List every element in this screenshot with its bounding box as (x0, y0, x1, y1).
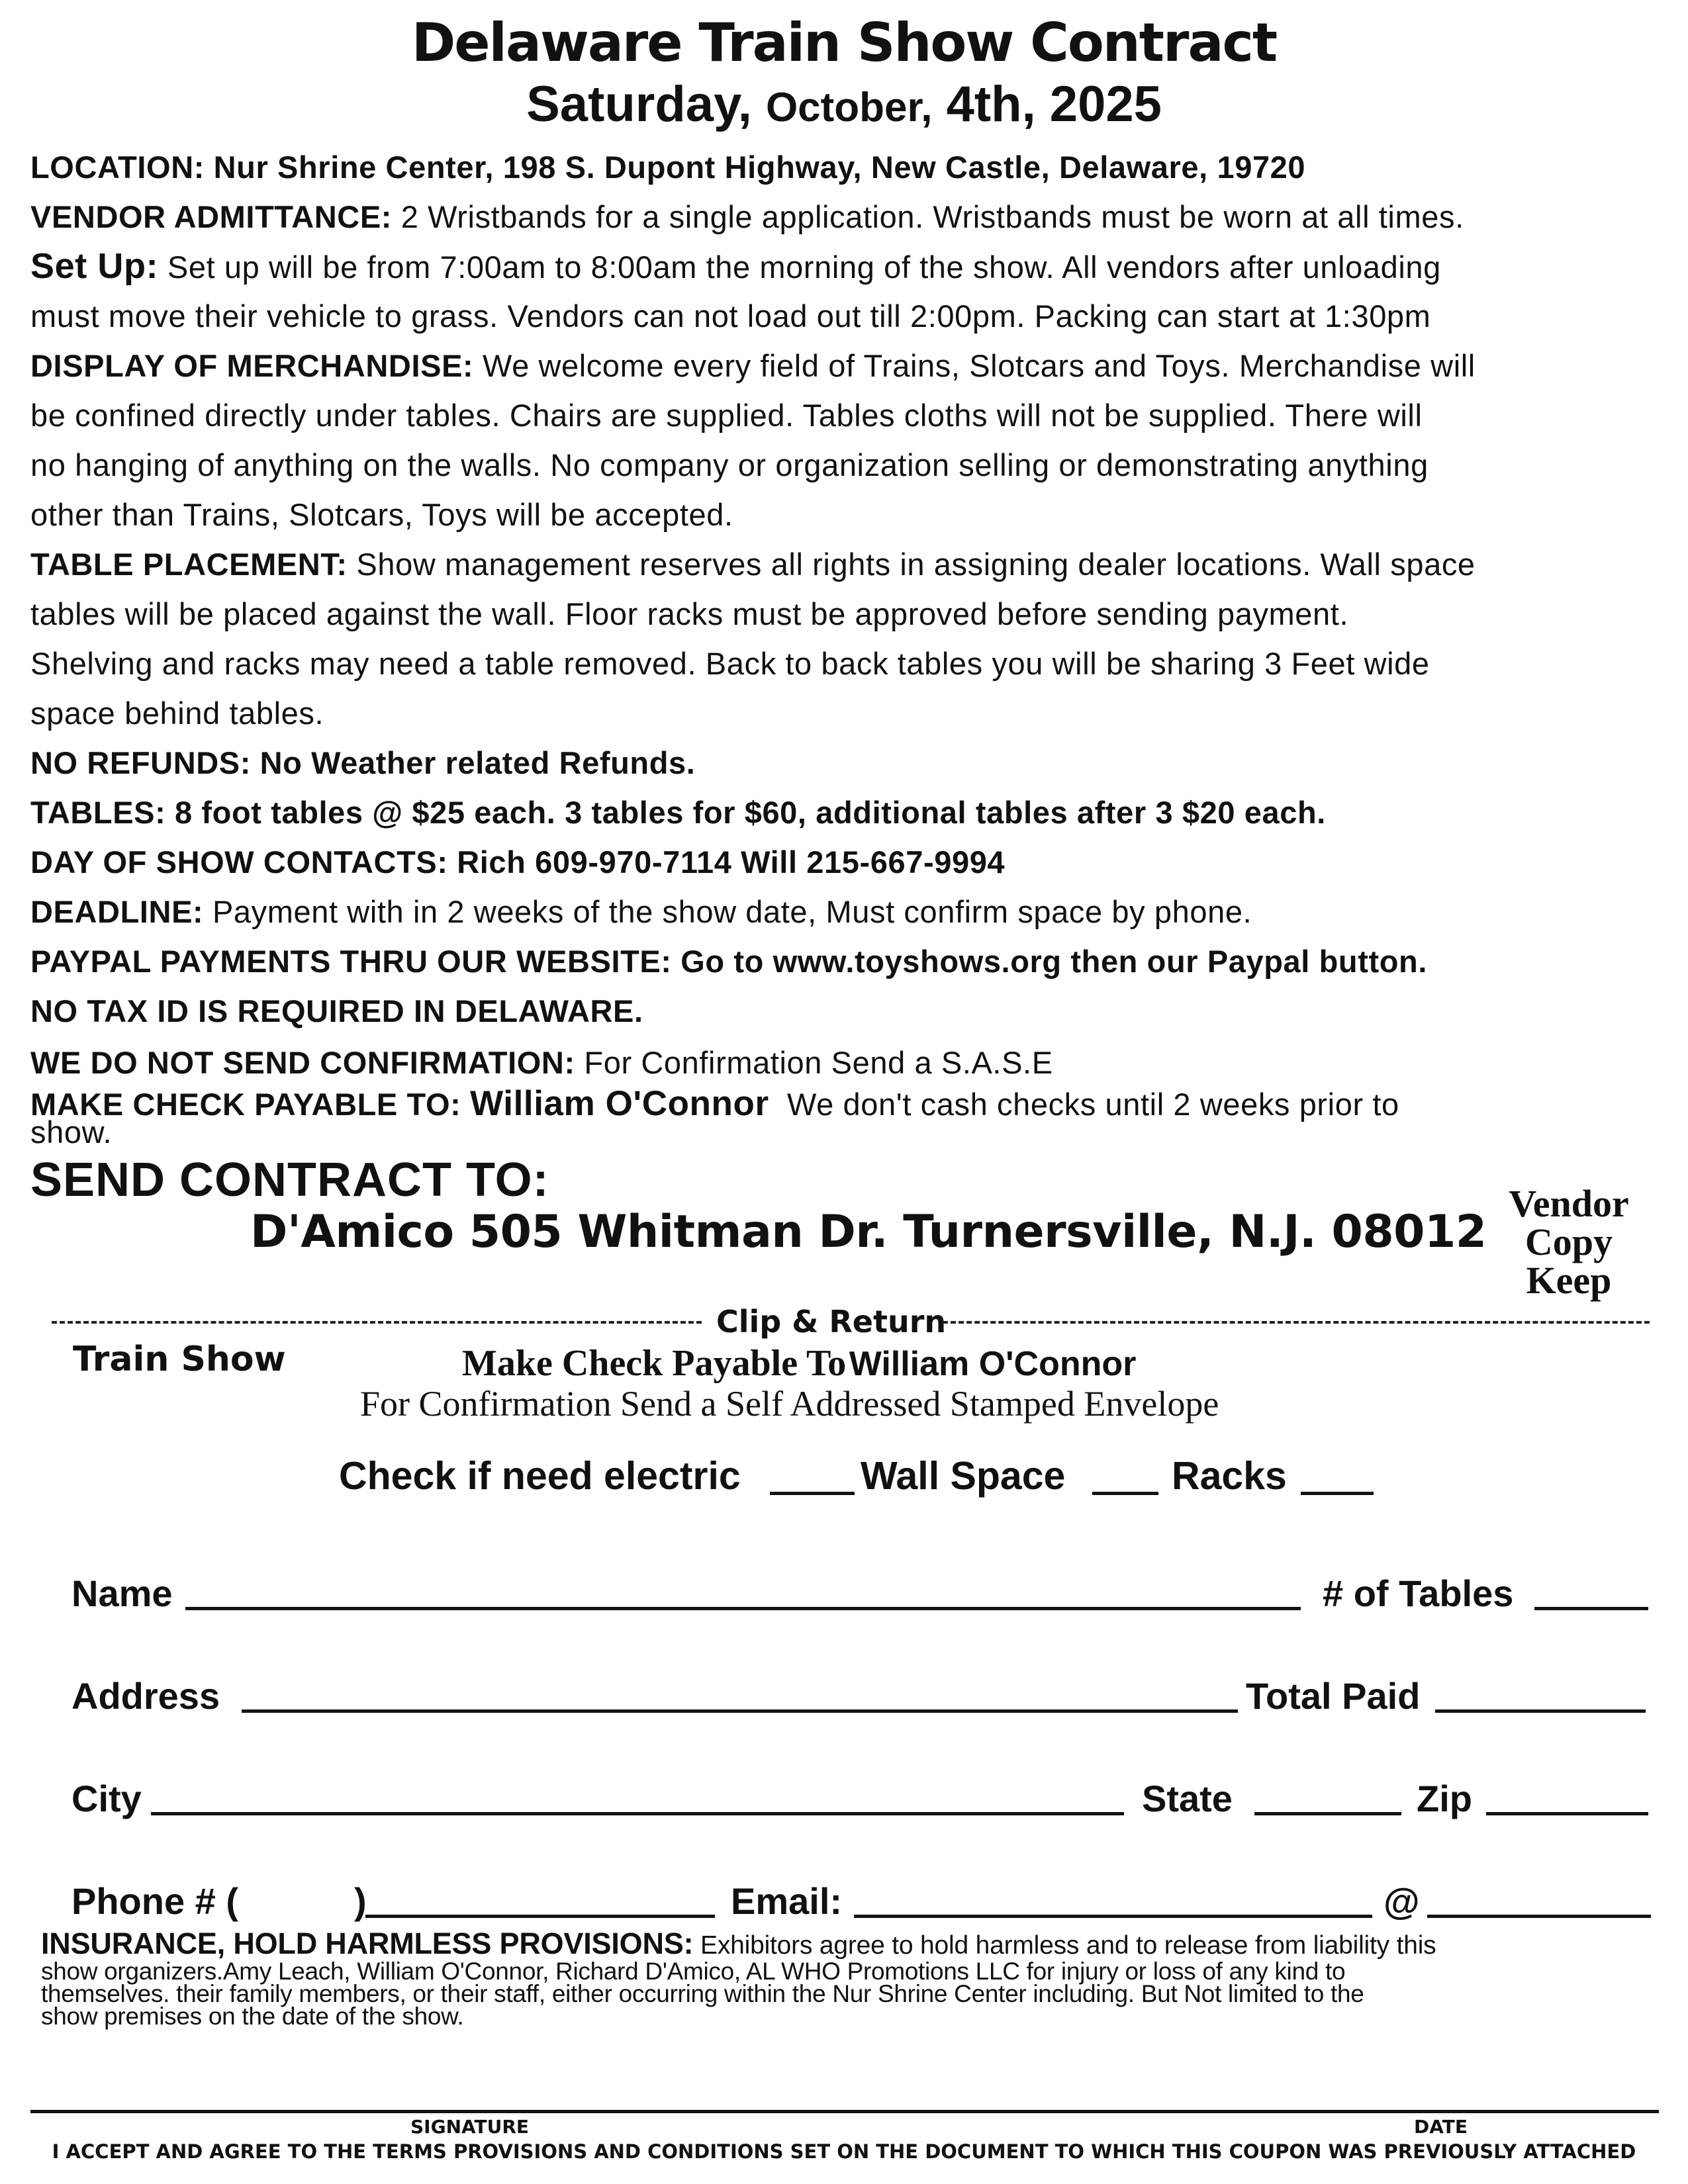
setup-line-1 (30, 242, 1441, 292)
contacts-line: DAY OF SHOW CONTACTS: Rich 609-970-7114 Will 215-667-9994 (30, 844, 1006, 880)
email-domain-field[interactable] (1427, 1915, 1651, 1918)
tax-line: NO TAX ID IS REQUIRED IN DELAWARE. (30, 993, 643, 1028)
name-label: Name (71, 1572, 173, 1614)
table-placement-line-2: tables will be placed against the wall. Floor racks must be approved before sending payment. (30, 596, 1349, 631)
insurance-line-2: show organizers.Amy Leach, William O'Connor, Richard D'Amico, AL WHO Promotions LLC for injury or loss of any kind to (41, 1958, 1346, 1985)
payable-text: We don't cash checks until 2 weeks prior to (787, 1087, 1399, 1122)
name-field[interactable] (185, 1607, 1301, 1610)
vendor-copy-line-1: Vendor (1509, 1182, 1629, 1225)
check-wall-label: Wall Space (861, 1454, 1066, 1498)
insurance-label: INSURANCE, HOLD HARMLESS PROVISIONS: (41, 1927, 694, 1960)
display-line-3: no hanging of anything on the walls. No company or organization selling or demonstrating anything (30, 447, 1429, 482)
tables-label: # of Tables (1323, 1572, 1514, 1614)
table-placement-label: TABLE PLACEMENT: (30, 547, 348, 582)
vendor-admittance-label: VENDOR ADMITTANCE: (30, 199, 393, 234)
email-label: Email: (731, 1880, 843, 1922)
no-refunds-line: NO REFUNDS: No Weather related Refunds. (30, 745, 696, 780)
cut-line-right (943, 1321, 1650, 1324)
email-at-sign: @ (1383, 1880, 1420, 1922)
date-label: DATE (1414, 2116, 1468, 2138)
table-placement-line-1 (30, 539, 1476, 589)
check-electric-label: Check if need electric (339, 1454, 741, 1498)
vendor-copy-line-2: Copy (1524, 1220, 1613, 1263)
coupon-payable-line (462, 1342, 1136, 1385)
payable-wrap: show. (30, 1115, 113, 1150)
zip-field[interactable] (1486, 1812, 1648, 1815)
deadline-label: DEADLINE: (30, 894, 204, 929)
document-title: Delaware Train Show Contract (411, 12, 1277, 73)
show-date (0, 75, 1688, 133)
coupon-payable-label: Make Check Payable To (462, 1343, 847, 1384)
table-placement-text-1: Show management reserves all rights in assigning dealer locations. Wall space (356, 547, 1476, 582)
insurance-line-3: themselves. their family members, or their staff, either occurring within the Nur Shrine Center including. But Not limited to the (41, 1980, 1364, 2007)
state-label: State (1142, 1778, 1233, 1819)
confirmation-label: WE DO NOT SEND CONFIRMATION: (30, 1045, 575, 1080)
total-paid-label: Total Paid (1246, 1675, 1421, 1717)
city-field[interactable] (151, 1812, 1124, 1815)
tables-pricing-line: TABLES: 8 foot tables @ $25 each. 3 tables for $60, additional tables after 3 $20 each. (30, 795, 1326, 830)
vendor-copy-note (1463, 1182, 1675, 1302)
location-line: LOCATION: Nur Shrine Center, 198 S. Dupont Highway, New Castle, Delaware, 19720 (30, 150, 1306, 185)
setup-line-2: must move their vehicle to grass. Vendors can not load out till 2:00pm. Packing can start at 1:30pm (30, 298, 1431, 334)
date-month: October, (765, 85, 933, 130)
racks-blank[interactable] (1301, 1492, 1374, 1495)
state-field[interactable] (1254, 1812, 1401, 1815)
wall-space-blank[interactable] (1092, 1492, 1158, 1495)
tables-field[interactable] (1534, 1607, 1648, 1610)
clip-return-label: Clip & Return (716, 1304, 947, 1340)
vendor-copy-line-3: Keep (1526, 1259, 1612, 1302)
coupon-title: Train Show (73, 1340, 286, 1379)
table-placement-line-3: Shelving and racks may need a table removed. Back to back tables you will be sharing 3 Feet wide (30, 646, 1430, 681)
check-racks-label: Racks (1172, 1454, 1287, 1498)
insurance-text-1: Exhibitors agree to hold harmless and to release from liability this (700, 1931, 1436, 1960)
setup-label: Set Up: (30, 246, 159, 286)
deadline-line (30, 887, 1252, 936)
accept-statement: I ACCEPT AND AGREE TO THE TERMS PROVISIONS AND CONDITIONS SET ON THE DOCUMENT TO WHICH THIS COUPON WAS PREVIOUSLY ATTACHED (52, 2140, 1636, 2163)
vendor-admittance-text: 2 Wristbands for a single application. Wristbands must be worn at all times. (400, 199, 1464, 234)
coupon-confirmation: For Confirmation Send a Self Addressed Stamped Envelope (360, 1384, 1219, 1424)
city-label: City (71, 1778, 142, 1819)
phone-field[interactable] (365, 1915, 715, 1918)
signature-line[interactable] (30, 2110, 1659, 2113)
phone-close-paren: ) (354, 1880, 367, 1922)
display-line-4: other than Trains, Slotcars, Toys will be accepted. (30, 497, 733, 532)
total-paid-field[interactable] (1435, 1709, 1646, 1713)
display-label: DISPLAY OF MERCHANDISE: (30, 348, 474, 383)
coupon-payable-name: William O'Connor (849, 1345, 1137, 1383)
email-field[interactable] (854, 1915, 1372, 1918)
address-label: Address (71, 1675, 220, 1717)
payable-name: William O'Connor (470, 1084, 769, 1123)
payable-label: MAKE CHECK PAYABLE TO: (30, 1087, 461, 1122)
display-line-2: be confined directly under tables. Chairs are supplied. Tables cloths will not be supplied. There will (30, 398, 1423, 433)
signature-label: SIGNATURE (410, 2116, 530, 2138)
cut-line-left (52, 1321, 702, 1324)
vendor-admittance-line (30, 192, 1464, 242)
phone-label: Phone # ( (71, 1880, 239, 1922)
table-placement-line-4: space behind tables. (30, 696, 324, 731)
date-day: 4th, 2025 (946, 76, 1162, 132)
display-line-1 (30, 341, 1476, 390)
zip-label: Zip (1417, 1778, 1472, 1819)
deadline-text: Payment with in 2 weeks of the show date, Must confirm space by phone. (212, 894, 1252, 929)
address-field[interactable] (242, 1709, 1238, 1713)
insurance-line-4: show premises on the date of the show. (41, 2003, 464, 2030)
confirmation-text: For Confirmation Send a S.A.S.E (584, 1045, 1053, 1080)
date-weekday: Saturday, (526, 76, 752, 132)
display-text-1: We welcome every field of Trains, Slotcars and Toys. Merchandise will (482, 348, 1476, 383)
setup-text-1: Set up will be from 7:00am to 8:00am the morning of the show. All vendors after unloading (167, 250, 1441, 285)
paypal-line: PAYPAL PAYMENTS THRU OUR WEBSITE: Go to www.toyshows.org then our Paypal button. (30, 944, 1428, 979)
insurance-line-1 (41, 1927, 1436, 1960)
send-contract-address: D'Amico 505 Whitman Dr. Turnersville, N.J. 08012 (250, 1206, 1487, 1258)
send-contract-heading: SEND CONTRACT TO: (30, 1154, 549, 1206)
payable-line (30, 1079, 1399, 1129)
electric-blank[interactable] (770, 1492, 855, 1495)
